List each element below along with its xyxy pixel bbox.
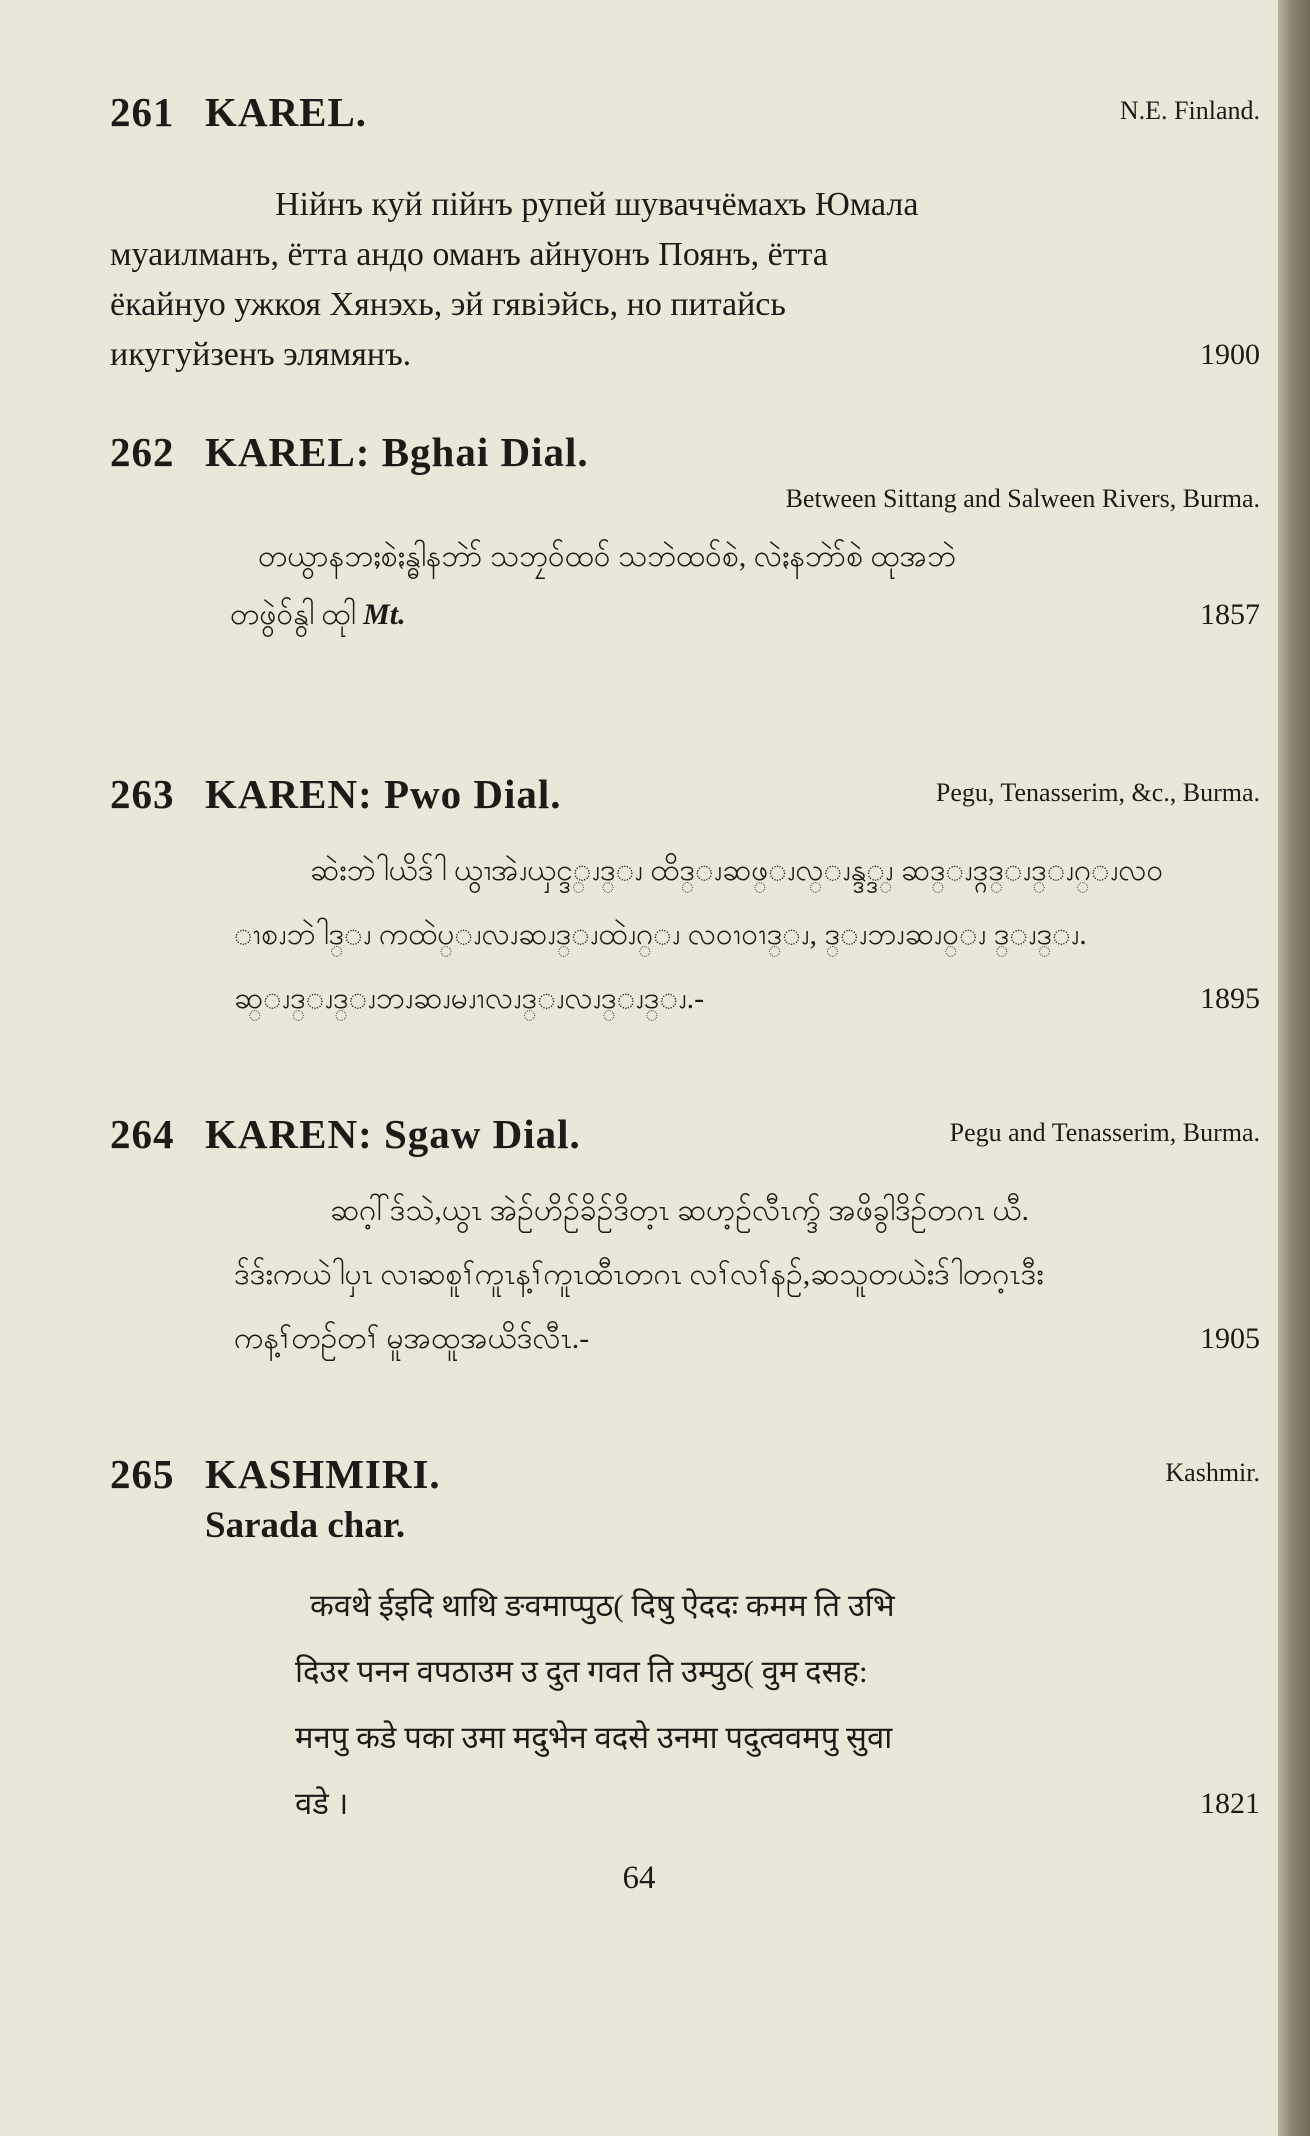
language-name: KAREN: Sgaw Dial. <box>205 1111 581 1157</box>
entry-number: 264 <box>110 1111 175 1157</box>
text-line: муаилманъ, ётта андо оманъ айнуонъ Поянъ, ётта <box>110 236 828 273</box>
page-number: 64 <box>622 1860 656 1896</box>
text-line: दिउर पनन वपठाउम उ दुत गवत ति उम्पुठ( वुम दसह: <box>295 1654 868 1689</box>
entry-heading <box>110 428 1260 480</box>
entry-262 <box>110 428 1260 644</box>
language-name: KASHMIRI. <box>205 1451 441 1497</box>
text-line: ဆ္ၪဒ္ၪဒ္ၪဘၪဆၪမၪၫလၪဒ္ၪလၪဒ္ၪဒ္ၪ.- <box>234 982 705 1015</box>
text-line: ဒ်ဒ်းကယဲါပှၤ လၢဆစူၢ်ကူၤန့ၢ်ကူၤထီၤတဂၤ လၢ်လၢ်နဉ်,ဆသူတယဲးဒ်ါတဂ့ၤဒီး <box>234 1258 1044 1291</box>
entry-264 <box>110 1110 1260 1368</box>
text-line: တဖွဲဝ်နွါ ထုါ <box>230 598 356 631</box>
entry-heading <box>110 1110 1260 1170</box>
language-name: KAREN: Pwo Dial. <box>205 771 562 817</box>
region: N.E. Finland. <box>1119 96 1260 125</box>
text-line: တယွာနဘႈစဲႏန္ဓါနဘဲာ် သဘၠဝ်ထဝ် သဘဲထဝ်စဲ, လဲႏနဘဲာ်စဲ ထုအဘဲ <box>258 540 956 573</box>
text-line: ကန့ၢ်တဉ်တၢ် မူအထူအယိဒ်လီၤ.- <box>234 1322 590 1355</box>
year: 1905 <box>1200 1322 1260 1355</box>
year: 1821 <box>1200 1787 1260 1820</box>
language-name: KAREL: Bghai Dial. <box>205 429 589 475</box>
entry-265 <box>110 1450 1260 1833</box>
region: Kashmir. <box>1165 1458 1260 1487</box>
last-line-row <box>230 586 1260 644</box>
entry-261 <box>110 88 1260 380</box>
translation-text <box>110 180 1260 380</box>
year: 1900 <box>1200 338 1260 371</box>
entry-number: 265 <box>110 1451 175 1497</box>
last-line-row <box>234 1310 1260 1368</box>
page-edge <box>1278 0 1310 2136</box>
last-line-row <box>234 970 1260 1028</box>
year: 1857 <box>1200 598 1260 631</box>
script-subtitle: Sarada char. <box>205 1505 406 1546</box>
last-line-row <box>110 330 1260 380</box>
text-line: ဆဲးဘဲါယိဒ်ါ ယွၢအဲၪယှင္ဒ္ၪဒ္ၪ ထိဒ္ၪဆဖ္ၪလ္ၪန္ဒ္ဒ္ၪ ဆဒ္ၪဒ္ဂဒ္ၪဒ္ၪဂ္ၪလဝ <box>310 854 1164 887</box>
region: Between Sittang and Salween Rivers, Burma. <box>785 484 1260 513</box>
entry-heading <box>110 88 1260 148</box>
text-line: कवथे ईइदि थाथि ङवमाप्पुठ( दिषु ऐददः कमम ति उभि <box>310 1588 895 1623</box>
text-line: ၫစၪဘဲါဒ္ၪ ကထဲပ္ၪလၪဆၪဒ္ၪထဲၪဂ္ၪ လဝၫဝၫဒ္ၪ, ဒ္ၪဘၪဆၪဝ္ၪ ဒ္ၪဒ္ၪ. <box>234 918 1087 951</box>
region: Pegu, Tenasserim, &c., Burma. <box>935 778 1260 807</box>
entry-heading <box>110 770 1260 830</box>
entry-263 <box>110 770 1260 1028</box>
entry-number: 263 <box>110 771 175 817</box>
entry-heading <box>110 1450 1260 1502</box>
year: 1895 <box>1200 982 1260 1015</box>
text-line: ဆဂ့ါ်ဒ်သဲ,ယွၤ အဲဉ်ဟိဉ်ခိဉ်ဒိတ့ၤ ဆဟ့ဉ်လီၤက္ဒ် အဖိခွါဒိဉ်တဂၤ ယီ. <box>330 1194 1029 1227</box>
text-line: मनपु कडे पका उमा मदुभेन वदसे उनमा पदुत्ववमपु सुवा <box>295 1720 893 1755</box>
region: Pegu and Tenasserim, Burma. <box>949 1118 1260 1147</box>
language-name: KAREL. <box>205 89 368 135</box>
text-line: икугуйзенъ элямянъ. <box>110 336 412 373</box>
text-line: Нійнъ куй пійнъ рупей шуваччёмахъ Юмала <box>275 186 919 223</box>
last-line-row <box>295 1775 1260 1833</box>
book-reference: Mt. <box>363 598 406 631</box>
text-line: वडे । <box>295 1786 349 1821</box>
entry-number: 261 <box>110 89 175 135</box>
text-line: ёкайнуо ужкоя Хянэхь, эй гявіэйсь, но питайсь <box>110 286 786 323</box>
entry-number: 262 <box>110 429 175 475</box>
